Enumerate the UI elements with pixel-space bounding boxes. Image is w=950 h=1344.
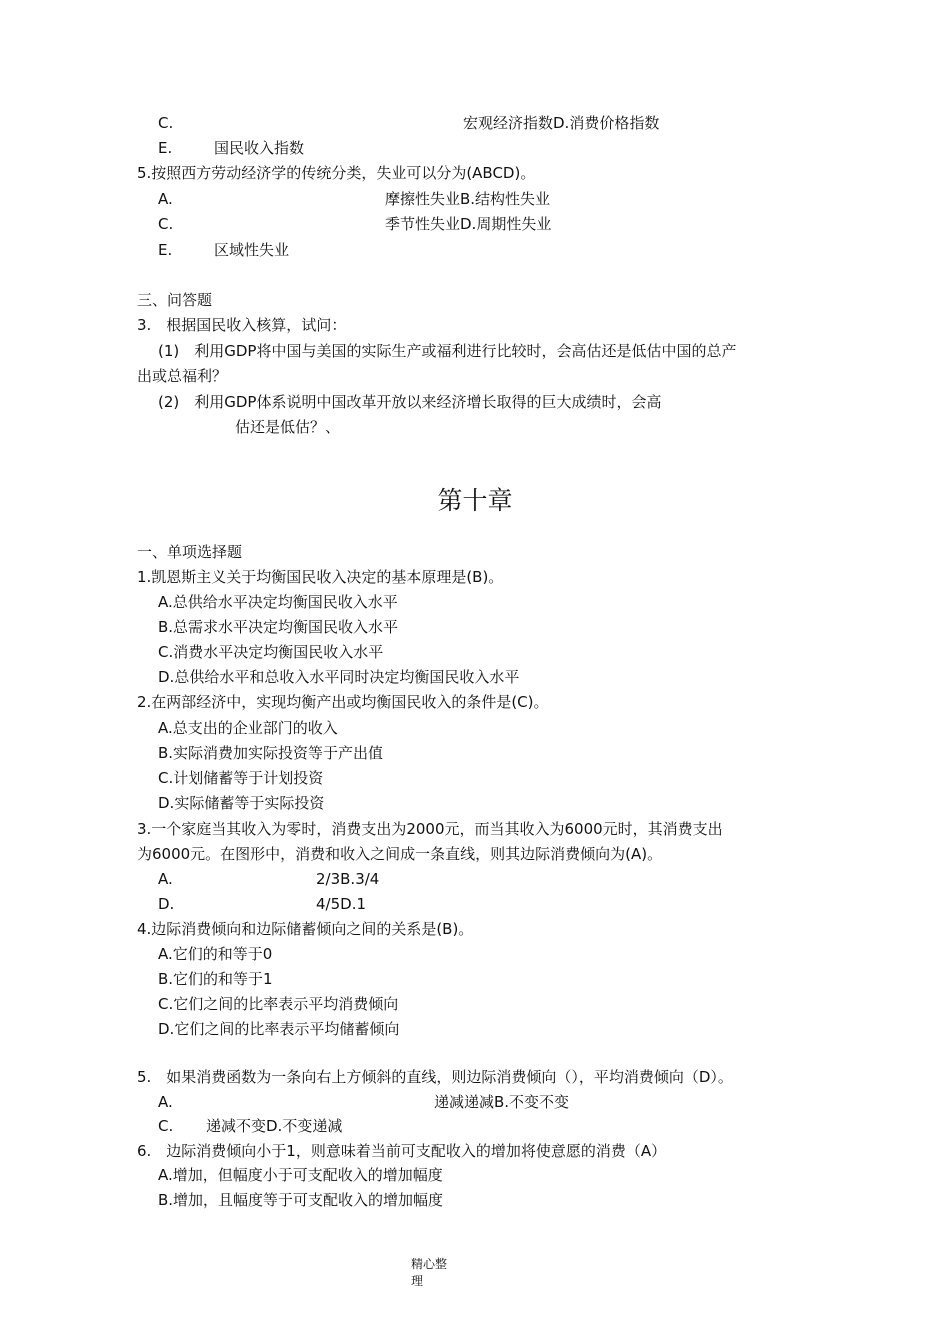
essay-sub-2-line-2: 估还是低估？、 <box>235 418 341 436</box>
option-c: C.消费水平决定均衡国民收入水平 <box>158 643 384 661</box>
essay-question-3: 3. 根据国民收入核算，试问： <box>137 316 347 334</box>
option-c-text: 递减不变D.不变递减 <box>206 1117 343 1135</box>
option-d: D.它们之间的比率表示平均储蓄倾向 <box>158 1020 400 1038</box>
question-4: 4.边际消费倾向和边际储蓄倾向之间的关系是(B)。 <box>137 920 474 938</box>
option-a-label: A. <box>158 1093 173 1111</box>
footer-line-1: 精心整 <box>411 1257 448 1271</box>
option-b: B.它们的和等于1 <box>158 970 273 988</box>
option-a-label: A. <box>158 870 173 888</box>
option-d: D.总供给水平和总收入水平同时决定均衡国民收入水平 <box>158 668 520 686</box>
option-e-label: E. <box>158 139 173 157</box>
option-c-text: 宏观经济指数D.消费价格指数 <box>463 114 660 132</box>
option-a-text: 2/3B.3/4 <box>316 870 380 888</box>
option-a: A.总供给水平决定均衡国民收入水平 <box>158 593 398 611</box>
question-5-unemployment: 5.按照西方劳动经济学的传统分类，失业可以分为(ABCD)。 <box>137 164 536 182</box>
option-a: A.增加，但幅度小于可支配收入的增加幅度 <box>158 1166 443 1184</box>
option-e-text: 区域性失业 <box>214 241 290 259</box>
section-heading-essay: 三、问答题 <box>137 291 213 309</box>
option-b: B.增加，且幅度等于可支配收入的增加幅度 <box>158 1191 444 1209</box>
question-1: 1.凯恩斯主义关于均衡国民收入决定的基本原理是(B)。 <box>137 568 504 586</box>
option-c-label: C. <box>158 215 174 233</box>
essay-sub-1-line-2: 出或总福利？ <box>137 367 228 385</box>
option-c: C.它们之间的比率表示平均消费倾向 <box>158 995 399 1013</box>
footer-line-2: 理 <box>411 1274 424 1288</box>
option-c-label: C. <box>158 114 174 132</box>
option-a: A.总支出的企业部门的收入 <box>158 719 338 737</box>
question-5-consumption: 5. 如果消费函数为一条向右上方倾斜的直线，则边际消费倾向（），平均消费倾向（D）。 <box>137 1068 733 1086</box>
option-b: B.实际消费加实际投资等于产出值 <box>158 744 384 762</box>
option-d-label: D. <box>158 895 175 913</box>
option-e-text: 国民收入指数 <box>214 139 305 157</box>
question-2: 2.在两部经济中，实现均衡产出或均衡国民收入的条件是(C)。 <box>137 693 549 711</box>
option-a: A.它们的和等于0 <box>158 945 273 963</box>
question-6: 6. 边际消费倾向小于1，则意味着当前可支配收入的增加将使意愿的消费（A） <box>137 1142 667 1160</box>
essay-sub-1-line-1: (1) 利用GDP将中国与美国的实际生产或福利进行比较时，会高估还是低估中国的总产 <box>158 342 737 360</box>
question-3-line-1: 3.一个家庭当其收入为零时，消费支出为2000元，而当其收入为6000元时，其消费支出 <box>137 820 723 838</box>
option-c-text: 季节性失业D.周期性失业 <box>385 215 552 233</box>
option-a-text: 递减递减B.不变不变 <box>434 1093 570 1111</box>
option-a-text: 摩擦性失业B.结构性失业 <box>385 190 551 208</box>
option-d: D.实际储蓄等于实际投资 <box>158 794 325 812</box>
option-d-text: 4/5D.1 <box>316 895 367 913</box>
option-c-label: C. <box>158 1117 174 1135</box>
essay-sub-2-line-1: (2) 利用GDP体系说明中国改革开放以来经济增长取得的巨大成绩时，会高 <box>158 393 662 411</box>
section-heading-single-choice: 一、单项选择题 <box>137 543 243 561</box>
question-3-line-2: 为6000元。在图形中，消费和收入之间成一条直线，则其边际消费倾向为(A)。 <box>137 845 663 863</box>
option-e-label: E. <box>158 241 173 259</box>
chapter-title: 第十章 <box>437 486 513 515</box>
option-a-label: A. <box>158 190 173 208</box>
option-c: C.计划储蓄等于计划投资 <box>158 769 324 787</box>
option-b: B.总需求水平决定均衡国民收入水平 <box>158 618 399 636</box>
